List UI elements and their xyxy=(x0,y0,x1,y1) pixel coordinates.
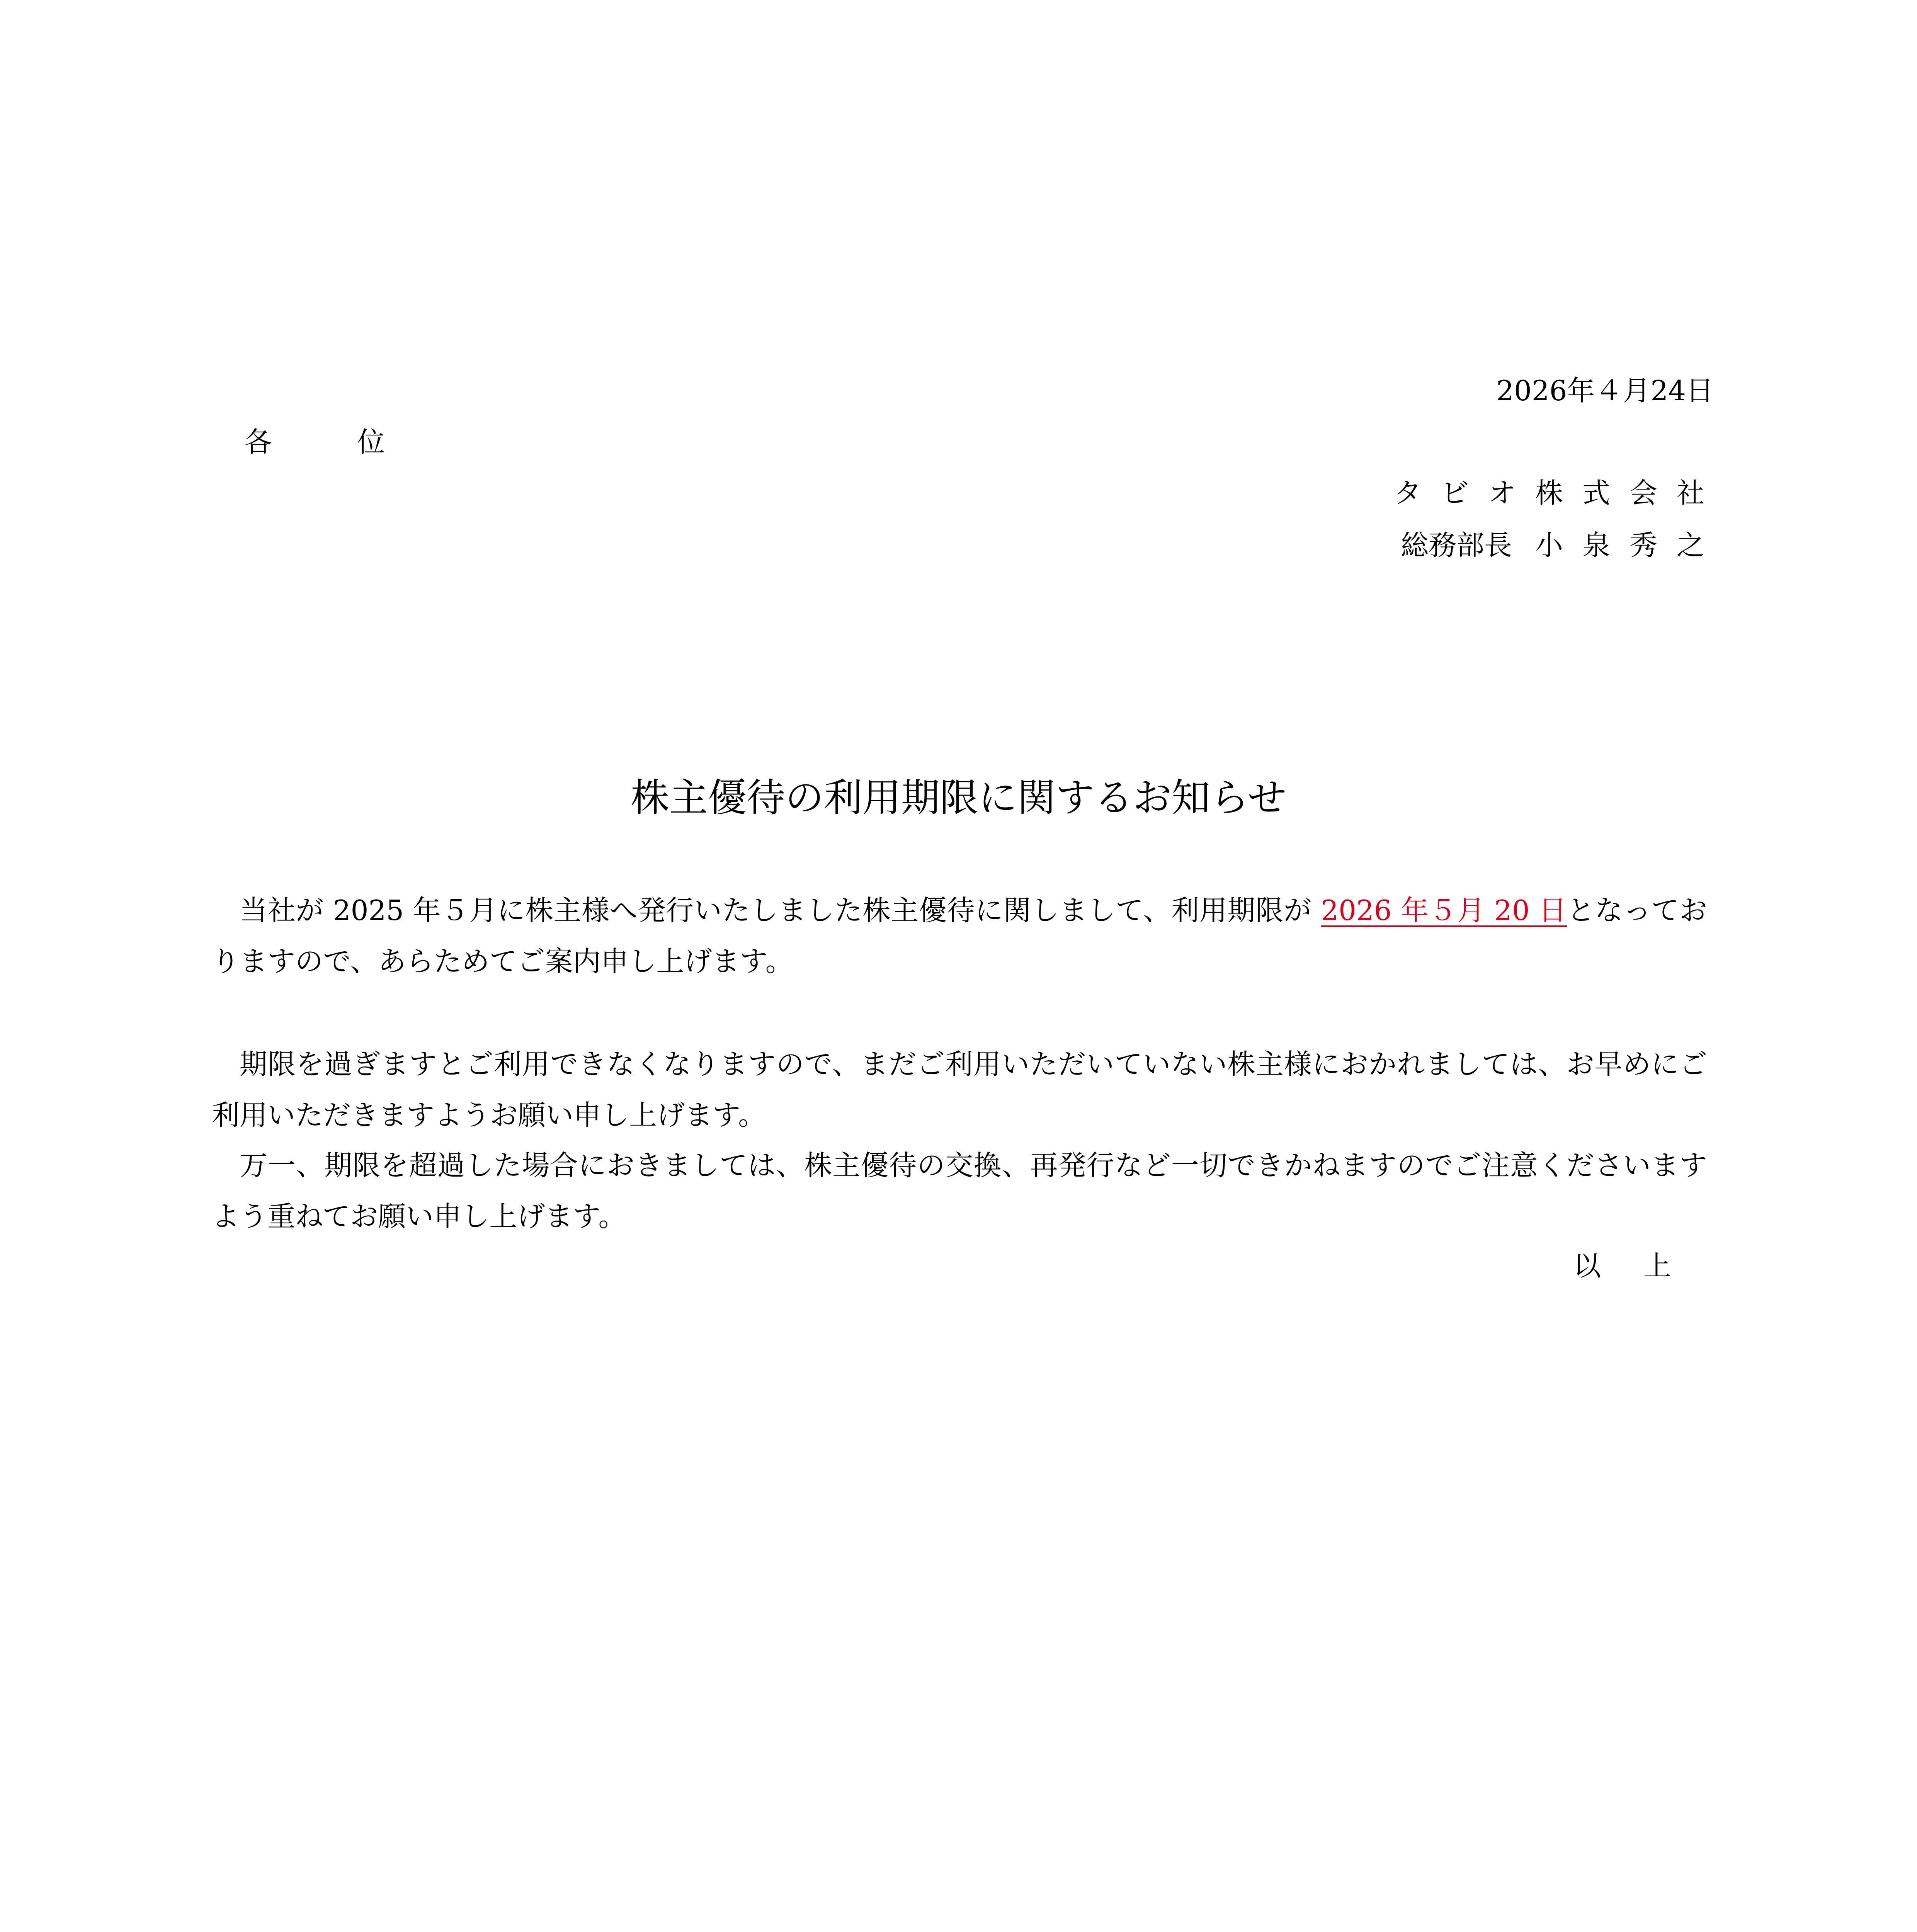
body-paragraph-3: 万一、期限を超過した場合におきましては、株主優待の交換、再発行など一切できかねますのでご注意くださいますよう重ねてお願い申し上げます。 xyxy=(212,1149,1707,1233)
signer-name: 小泉秀之 xyxy=(1535,529,1724,561)
expiration-date-highlight: 2026 年５月 20 日 xyxy=(1321,894,1567,927)
document-date: 2026年４月24日 xyxy=(1496,374,1714,407)
addressee: 各位 xyxy=(244,426,470,458)
body-paragraph-1 xyxy=(212,885,1707,987)
closing-remark: 以上 xyxy=(1573,1250,1714,1282)
paragraph-1-text-after: となっておりますので、あらためてご案内申し上げます。 xyxy=(212,894,1707,978)
signer xyxy=(1401,531,1724,559)
body-paragraph-2: 期限を過ぎますとご利用できなくなりますので、まだご利用いただいていない株主様におかれましては、お早めにご利用いただきますようお願い申し上げます。 xyxy=(212,1048,1707,1131)
company-name: タビオ株式会社 xyxy=(1393,477,1724,509)
signer-department: 総務部長 xyxy=(1400,529,1512,561)
notice-title: 株主優待の利用期限に関するお知らせ xyxy=(631,775,1286,820)
paragraph-1-text-before: 当社が 2025 年５月に株主様へ発行いたしました株主優待に関しまして、利用期限が xyxy=(240,894,1321,927)
